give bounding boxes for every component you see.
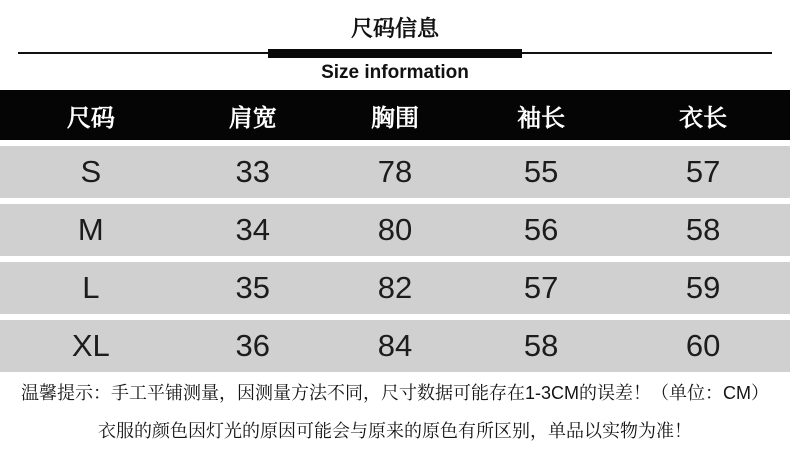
size-table <box>0 84 790 378</box>
cell-bust: 82 <box>324 262 466 314</box>
table-row-m <box>0 204 790 256</box>
divider-bar <box>268 49 522 58</box>
cell-size: S <box>0 146 182 198</box>
cell-sleeve: 58 <box>466 320 616 372</box>
column-header-size: 尺码 <box>0 90 182 140</box>
cell-size: XL <box>0 320 182 372</box>
cell-bust: 80 <box>324 204 466 256</box>
column-header-sleeve-length: 袖长 <box>466 90 616 140</box>
table-row-xl <box>0 320 790 372</box>
cell-shoulder: 35 <box>182 262 324 314</box>
column-header-bust: 胸围 <box>324 90 466 140</box>
title-divider <box>18 49 772 58</box>
page-title: 尺码信息 <box>350 16 439 41</box>
note-measurement-tip: 温馨提示：手工平铺测量，因测量方法不同，尺寸数据可能存在1-3CM的误差！（单位：CM） <box>21 383 769 403</box>
cell-shoulder: 34 <box>182 204 324 256</box>
size-table-header-row <box>0 90 790 140</box>
cell-length: 59 <box>616 262 790 314</box>
note-color-tip: 衣服的颜色因灯光的原因可能会与原来的原色有所区别，单品以实物为准！ <box>98 421 692 441</box>
cell-bust: 84 <box>324 320 466 372</box>
column-header-shoulder-width: 肩宽 <box>182 90 324 140</box>
table-row-l <box>0 262 790 314</box>
cell-length: 58 <box>616 204 790 256</box>
cell-size: M <box>0 204 182 256</box>
cell-sleeve: 55 <box>466 146 616 198</box>
column-header-garment-length: 衣长 <box>616 90 790 140</box>
cell-length: 57 <box>616 146 790 198</box>
cell-length: 60 <box>616 320 790 372</box>
cell-shoulder: 33 <box>182 146 324 198</box>
table-row-s <box>0 146 790 198</box>
cell-sleeve: 56 <box>466 204 616 256</box>
cell-shoulder: 36 <box>182 320 324 372</box>
page-subtitle: Size information <box>321 62 469 83</box>
cell-size: L <box>0 262 182 314</box>
cell-bust: 78 <box>324 146 466 198</box>
cell-sleeve: 57 <box>466 262 616 314</box>
